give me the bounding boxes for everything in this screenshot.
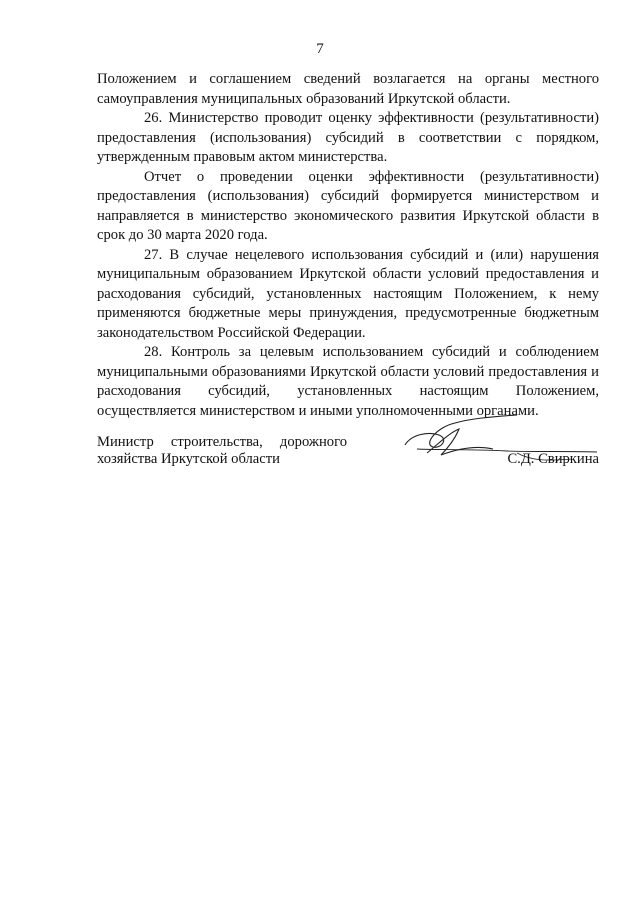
signer-name: С.Д. Свиркина bbox=[507, 451, 599, 467]
paragraph-28: 28. Контроль за целевым использованием субсидий и соблюдением муниципальными образованиями Иркутской области условий предоставления и расходования субсидий, установленных настоящим Положением, осуществляется министерством и иными уполномоченными органами. bbox=[97, 344, 599, 419]
paragraph-report: Отчет о проведении оценки эффективности (результативности) предоставления (использования) субсидий формируется министерством и направляется в министерство экономического развития Иркутской области в срок до 30 марта 2020 года. bbox=[97, 168, 599, 243]
paragraph-27: 27. В случае нецелевого использования субсидий и (или) нарушения муниципальным образованием Иркутской области условий предоставления и расходования субсидий, установленных настоящим Положением, к нему применяются бюджетные меры принуждения, предусмотренные бюджетным законодательством Российской Федерации. bbox=[97, 246, 599, 341]
document-body bbox=[97, 70, 599, 421]
paragraph-26: 26. Министерство проводит оценку эффективности (результативности) предоставления (использования) субсидий в соответствии с порядком, утвержденным правовым актом министерства. bbox=[97, 110, 599, 165]
signer-title: Министр строительства, дорожного хозяйства Иркутской области bbox=[97, 434, 347, 467]
page-number: 7 bbox=[316, 41, 324, 57]
signature-block bbox=[97, 434, 599, 474]
paragraph-continuation: Положением и соглашением сведений возлагается на органы местного самоуправления муниципальных образований Иркутской области. bbox=[97, 71, 599, 107]
